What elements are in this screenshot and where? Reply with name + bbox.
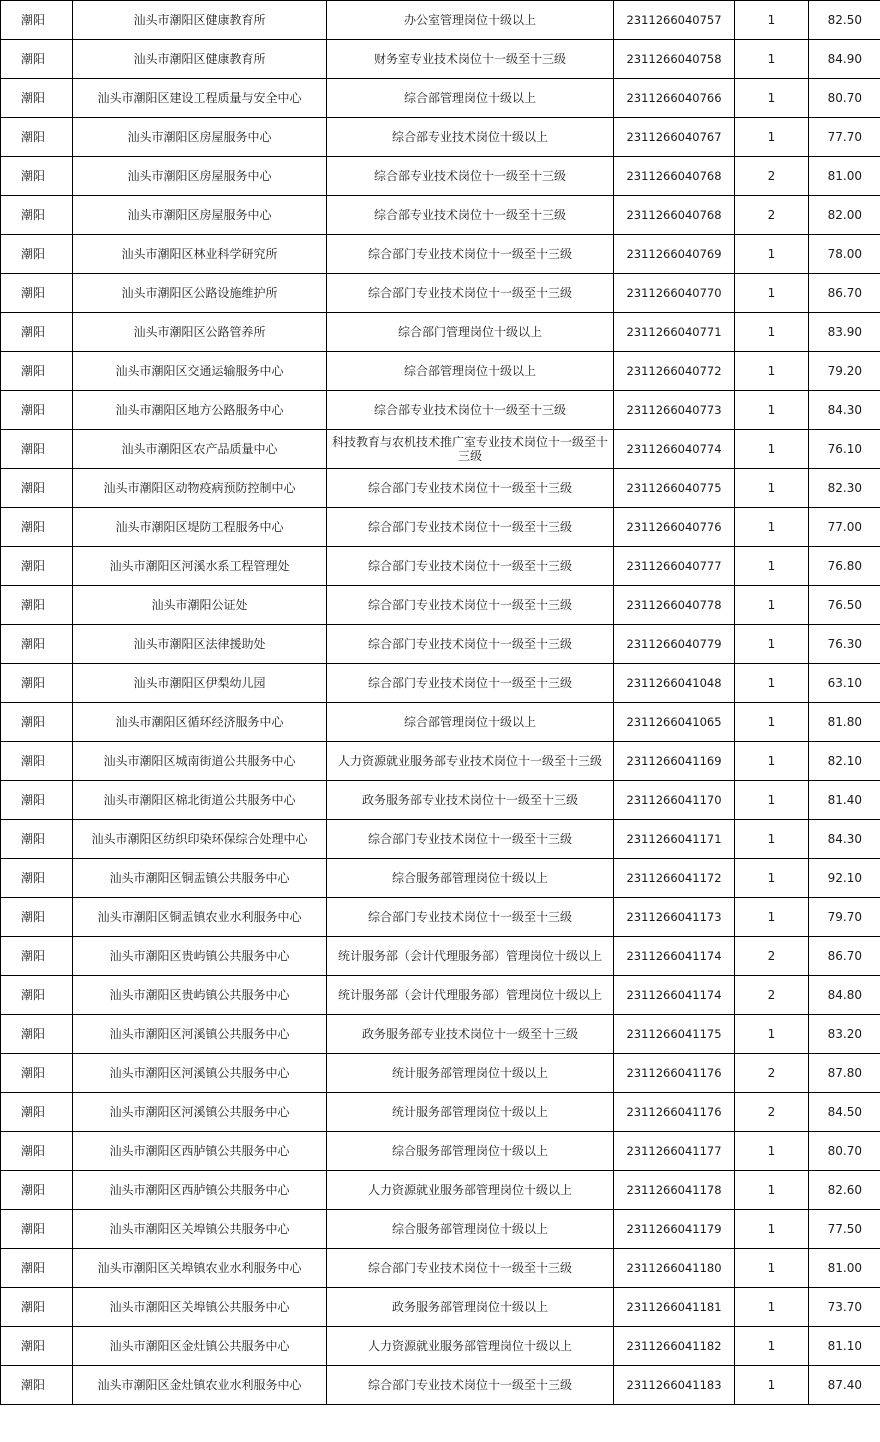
- position-code-cell: 2311266040774: [614, 430, 735, 469]
- position-cell: 人力资源就业服务部专业技术岗位十一级至十三级: [327, 742, 614, 781]
- score-cell: 82.00: [809, 196, 880, 235]
- unit-cell: 汕头市潮阳区河溪水系工程管理处: [73, 547, 327, 586]
- unit-cell: 汕头市潮阳区交通运输服务中心: [73, 352, 327, 391]
- unit-cell: 汕头市潮阳区建设工程质量与安全中心: [73, 79, 327, 118]
- score-cell: 84.50: [809, 1093, 880, 1132]
- area-cell: 潮阳: [1, 40, 73, 79]
- table-row: [1, 781, 880, 820]
- position-code-cell: 2311266041173: [614, 898, 735, 937]
- quota-cell: 1: [735, 703, 809, 742]
- unit-cell: 汕头市潮阳区棉北街道公共服务中心: [73, 781, 327, 820]
- table-row: [1, 937, 880, 976]
- area-cell: 潮阳: [1, 430, 73, 469]
- unit-cell: 汕头市潮阳区贵屿镇公共服务中心: [73, 976, 327, 1015]
- unit-cell: 汕头市潮阳区法律援助处: [73, 625, 327, 664]
- quota-cell: 1: [735, 352, 809, 391]
- quota-cell: 1: [735, 586, 809, 625]
- unit-cell: 汕头市潮阳区农产品质量中心: [73, 430, 327, 469]
- score-cell: 84.80: [809, 976, 880, 1015]
- position-code-cell: 2311266040778: [614, 586, 735, 625]
- position-cell: 政务服务部专业技术岗位十一级至十三级: [327, 781, 614, 820]
- position-code-cell: 2311266041176: [614, 1054, 735, 1093]
- position-code-cell: 2311266041170: [614, 781, 735, 820]
- quota-cell: 1: [735, 508, 809, 547]
- position-cell: 政务服务部专业技术岗位十一级至十三级: [327, 1015, 614, 1054]
- position-code-cell: 2311266041179: [614, 1210, 735, 1249]
- unit-cell: 汕头市潮阳公证处: [73, 586, 327, 625]
- quota-cell: 2: [735, 1093, 809, 1132]
- area-cell: 潮阳: [1, 1288, 73, 1327]
- position-cell: 政务服务部管理岗位十级以上: [327, 1288, 614, 1327]
- table-row: [1, 547, 880, 586]
- position-code-cell: 2311266040768: [614, 196, 735, 235]
- quota-cell: 1: [735, 859, 809, 898]
- score-cell: 82.30: [809, 469, 880, 508]
- unit-cell: 汕头市潮阳区纺织印染环保综合处理中心: [73, 820, 327, 859]
- unit-cell: 汕头市潮阳区公路管养所: [73, 313, 327, 352]
- quota-cell: 2: [735, 976, 809, 1015]
- quota-cell: 1: [735, 391, 809, 430]
- quota-cell: 1: [735, 1210, 809, 1249]
- score-cell: 81.00: [809, 157, 880, 196]
- position-cell: 人力资源就业服务部管理岗位十级以上: [327, 1327, 614, 1366]
- table-row: [1, 1210, 880, 1249]
- score-cell: 86.70: [809, 274, 880, 313]
- position-cell: 综合部门专业技术岗位十一级至十三级: [327, 625, 614, 664]
- quota-cell: 1: [735, 781, 809, 820]
- position-code-cell: 2311266040777: [614, 547, 735, 586]
- unit-cell: 汕头市潮阳区健康教育所: [73, 1, 327, 40]
- score-cell: 76.30: [809, 625, 880, 664]
- area-cell: 潮阳: [1, 1015, 73, 1054]
- table-row: [1, 235, 880, 274]
- quota-cell: 1: [735, 1132, 809, 1171]
- quota-cell: 1: [735, 1249, 809, 1288]
- table-row: [1, 352, 880, 391]
- area-cell: 潮阳: [1, 1132, 73, 1171]
- area-cell: 潮阳: [1, 79, 73, 118]
- score-cell: 76.50: [809, 586, 880, 625]
- quota-cell: 1: [735, 469, 809, 508]
- score-cell: 92.10: [809, 859, 880, 898]
- area-cell: 潮阳: [1, 586, 73, 625]
- unit-cell: 汕头市潮阳区伊梨幼儿园: [73, 664, 327, 703]
- quota-cell: 2: [735, 196, 809, 235]
- table-row: [1, 859, 880, 898]
- position-code-cell: 2311266040773: [614, 391, 735, 430]
- quota-cell: 2: [735, 1054, 809, 1093]
- table-row: [1, 157, 880, 196]
- area-cell: 潮阳: [1, 157, 73, 196]
- table-row: [1, 742, 880, 781]
- position-code-cell: 2311266041183: [614, 1366, 735, 1405]
- position-code-cell: 2311266041177: [614, 1132, 735, 1171]
- unit-cell: 汕头市潮阳区房屋服务中心: [73, 118, 327, 157]
- quota-cell: 2: [735, 157, 809, 196]
- score-cell: 81.10: [809, 1327, 880, 1366]
- position-cell: 财务室专业技术岗位十一级至十三级: [327, 40, 614, 79]
- area-cell: 潮阳: [1, 937, 73, 976]
- position-code-cell: 2311266040758: [614, 40, 735, 79]
- quota-cell: 1: [735, 742, 809, 781]
- score-cell: 77.50: [809, 1210, 880, 1249]
- area-cell: 潮阳: [1, 664, 73, 703]
- quota-cell: 1: [735, 1366, 809, 1405]
- score-cell: 84.30: [809, 391, 880, 430]
- position-cell: 办公室管理岗位十级以上: [327, 1, 614, 40]
- table-row: [1, 313, 880, 352]
- unit-cell: 汕头市潮阳区铜盂镇农业水利服务中心: [73, 898, 327, 937]
- unit-cell: 汕头市潮阳区金灶镇公共服务中心: [73, 1327, 327, 1366]
- area-cell: 潮阳: [1, 274, 73, 313]
- table-row: [1, 703, 880, 742]
- quota-cell: 1: [735, 274, 809, 313]
- score-cell: 63.10: [809, 664, 880, 703]
- position-cell: 统计服务部（会计代理服务部）管理岗位十级以上: [327, 937, 614, 976]
- score-cell: 79.70: [809, 898, 880, 937]
- unit-cell: 汕头市潮阳区河溪镇公共服务中心: [73, 1015, 327, 1054]
- table-row: [1, 469, 880, 508]
- unit-cell: 汕头市潮阳区铜盂镇公共服务中心: [73, 859, 327, 898]
- position-code-cell: 2311266041181: [614, 1288, 735, 1327]
- area-cell: 潮阳: [1, 508, 73, 547]
- area-cell: 潮阳: [1, 118, 73, 157]
- position-code-cell: 2311266040779: [614, 625, 735, 664]
- score-cell: 81.00: [809, 1249, 880, 1288]
- position-code-cell: 2311266040772: [614, 352, 735, 391]
- score-cell: 80.70: [809, 1132, 880, 1171]
- table-row: [1, 1132, 880, 1171]
- unit-cell: 汕头市潮阳区动物疫病预防控制中心: [73, 469, 327, 508]
- table-row: [1, 976, 880, 1015]
- table-row: [1, 586, 880, 625]
- position-code-cell: 2311266040767: [614, 118, 735, 157]
- results-table-body: [1, 1, 880, 1405]
- table-row: [1, 1249, 880, 1288]
- table-row: [1, 1366, 880, 1405]
- unit-cell: 汕头市潮阳区西胪镇公共服务中心: [73, 1171, 327, 1210]
- unit-cell: 汕头市潮阳区循环经济服务中心: [73, 703, 327, 742]
- position-code-cell: 2311266041180: [614, 1249, 735, 1288]
- position-cell: 综合部管理岗位十级以上: [327, 79, 614, 118]
- position-code-cell: 2311266041172: [614, 859, 735, 898]
- position-cell: 综合部专业技术岗位十一级至十三级: [327, 196, 614, 235]
- unit-cell: 汕头市潮阳区关埠镇公共服务中心: [73, 1288, 327, 1327]
- table-row: [1, 118, 880, 157]
- unit-cell: 汕头市潮阳区贵屿镇公共服务中心: [73, 937, 327, 976]
- area-cell: 潮阳: [1, 313, 73, 352]
- table-row: [1, 664, 880, 703]
- score-cell: 82.50: [809, 1, 880, 40]
- area-cell: 潮阳: [1, 1171, 73, 1210]
- position-cell: 综合部门专业技术岗位十一级至十三级: [327, 235, 614, 274]
- area-cell: 潮阳: [1, 196, 73, 235]
- area-cell: 潮阳: [1, 898, 73, 937]
- area-cell: 潮阳: [1, 820, 73, 859]
- unit-cell: 汕头市潮阳区河溪镇公共服务中心: [73, 1093, 327, 1132]
- table-row: [1, 1093, 880, 1132]
- score-cell: 84.90: [809, 40, 880, 79]
- position-cell: 综合部门专业技术岗位十一级至十三级: [327, 1249, 614, 1288]
- table-row: [1, 274, 880, 313]
- position-code-cell: 2311266040776: [614, 508, 735, 547]
- quota-cell: 1: [735, 820, 809, 859]
- position-code-cell: 2311266041048: [614, 664, 735, 703]
- unit-cell: 汕头市潮阳区河溪镇公共服务中心: [73, 1054, 327, 1093]
- unit-cell: 汕头市潮阳区堤防工程服务中心: [73, 508, 327, 547]
- position-code-cell: 2311266040768: [614, 157, 735, 196]
- position-code-cell: 2311266041174: [614, 976, 735, 1015]
- area-cell: 潮阳: [1, 781, 73, 820]
- table-row: [1, 898, 880, 937]
- score-cell: 81.40: [809, 781, 880, 820]
- area-cell: 潮阳: [1, 391, 73, 430]
- position-cell: 综合部门专业技术岗位十一级至十三级: [327, 1366, 614, 1405]
- unit-cell: 汕头市潮阳区西胪镇公共服务中心: [73, 1132, 327, 1171]
- position-cell: 科技教育与农机技术推广室专业技术岗位十一级至十三级: [327, 430, 614, 469]
- score-cell: 86.70: [809, 937, 880, 976]
- quota-cell: 1: [735, 1171, 809, 1210]
- area-cell: 潮阳: [1, 742, 73, 781]
- score-cell: 83.20: [809, 1015, 880, 1054]
- position-cell: 综合服务部管理岗位十级以上: [327, 859, 614, 898]
- score-cell: 79.20: [809, 352, 880, 391]
- unit-cell: 汕头市潮阳区地方公路服务中心: [73, 391, 327, 430]
- score-cell: 83.90: [809, 313, 880, 352]
- area-cell: 潮阳: [1, 1210, 73, 1249]
- position-cell: 统计服务部（会计代理服务部）管理岗位十级以上: [327, 976, 614, 1015]
- quota-cell: 1: [735, 235, 809, 274]
- position-code-cell: 2311266041176: [614, 1093, 735, 1132]
- score-cell: 87.80: [809, 1054, 880, 1093]
- table-row: [1, 40, 880, 79]
- quota-cell: 2: [735, 937, 809, 976]
- position-cell: 综合部门专业技术岗位十一级至十三级: [327, 898, 614, 937]
- position-code-cell: 2311266040769: [614, 235, 735, 274]
- quota-cell: 1: [735, 1015, 809, 1054]
- quota-cell: 1: [735, 40, 809, 79]
- quota-cell: 1: [735, 1327, 809, 1366]
- position-code-cell: 2311266040770: [614, 274, 735, 313]
- position-cell: 综合部门专业技术岗位十一级至十三级: [327, 508, 614, 547]
- area-cell: 潮阳: [1, 1093, 73, 1132]
- position-code-cell: 2311266041169: [614, 742, 735, 781]
- area-cell: 潮阳: [1, 352, 73, 391]
- score-cell: 87.40: [809, 1366, 880, 1405]
- table-row: [1, 79, 880, 118]
- score-cell: 82.60: [809, 1171, 880, 1210]
- area-cell: 潮阳: [1, 1366, 73, 1405]
- position-cell: 综合服务部管理岗位十级以上: [327, 1132, 614, 1171]
- score-cell: 84.30: [809, 820, 880, 859]
- area-cell: 潮阳: [1, 235, 73, 274]
- position-code-cell: 2311266040757: [614, 1, 735, 40]
- score-cell: 82.10: [809, 742, 880, 781]
- unit-cell: 汕头市潮阳区健康教育所: [73, 40, 327, 79]
- table-row: [1, 625, 880, 664]
- score-cell: 76.80: [809, 547, 880, 586]
- position-code-cell: 2311266041174: [614, 937, 735, 976]
- position-code-cell: 2311266041178: [614, 1171, 735, 1210]
- score-cell: 76.10: [809, 430, 880, 469]
- area-cell: 潮阳: [1, 859, 73, 898]
- unit-cell: 汕头市潮阳区公路设施维护所: [73, 274, 327, 313]
- position-code-cell: 2311266040775: [614, 469, 735, 508]
- position-cell: 人力资源就业服务部管理岗位十级以上: [327, 1171, 614, 1210]
- table-row: [1, 1, 880, 40]
- area-cell: 潮阳: [1, 976, 73, 1015]
- position-cell: 综合部专业技术岗位十级以上: [327, 118, 614, 157]
- position-cell: 综合部管理岗位十级以上: [327, 352, 614, 391]
- table-row: [1, 1288, 880, 1327]
- position-cell: 综合部专业技术岗位十一级至十三级: [327, 157, 614, 196]
- unit-cell: 汕头市潮阳区关埠镇公共服务中心: [73, 1210, 327, 1249]
- position-code-cell: 2311266041171: [614, 820, 735, 859]
- score-cell: 81.80: [809, 703, 880, 742]
- quota-cell: 1: [735, 547, 809, 586]
- quota-cell: 1: [735, 79, 809, 118]
- quota-cell: 1: [735, 898, 809, 937]
- quota-cell: 1: [735, 430, 809, 469]
- quota-cell: 1: [735, 664, 809, 703]
- quota-cell: 1: [735, 313, 809, 352]
- table-row: [1, 430, 880, 469]
- position-cell: 综合部门专业技术岗位十一级至十三级: [327, 547, 614, 586]
- quota-cell: 1: [735, 118, 809, 157]
- quota-cell: 1: [735, 625, 809, 664]
- area-cell: 潮阳: [1, 547, 73, 586]
- position-cell: 统计服务部管理岗位十级以上: [327, 1054, 614, 1093]
- position-code-cell: 2311266041182: [614, 1327, 735, 1366]
- area-cell: 潮阳: [1, 625, 73, 664]
- position-cell: 综合部门专业技术岗位十一级至十三级: [327, 586, 614, 625]
- unit-cell: 汕头市潮阳区城南街道公共服务中心: [73, 742, 327, 781]
- position-cell: 综合服务部管理岗位十级以上: [327, 1210, 614, 1249]
- unit-cell: 汕头市潮阳区房屋服务中心: [73, 196, 327, 235]
- table-row: [1, 508, 880, 547]
- position-cell: 综合部门专业技术岗位十一级至十三级: [327, 820, 614, 859]
- position-code-cell: 2311266041065: [614, 703, 735, 742]
- quota-cell: 1: [735, 1, 809, 40]
- score-cell: 77.70: [809, 118, 880, 157]
- table-row: [1, 1054, 880, 1093]
- table-row: [1, 1171, 880, 1210]
- table-row: [1, 1015, 880, 1054]
- score-cell: 73.70: [809, 1288, 880, 1327]
- unit-cell: 汕头市潮阳区关埠镇农业水利服务中心: [73, 1249, 327, 1288]
- area-cell: 潮阳: [1, 1054, 73, 1093]
- position-cell: 综合部管理岗位十级以上: [327, 703, 614, 742]
- position-cell: 统计服务部管理岗位十级以上: [327, 1093, 614, 1132]
- score-cell: 78.00: [809, 235, 880, 274]
- unit-cell: 汕头市潮阳区金灶镇农业水利服务中心: [73, 1366, 327, 1405]
- area-cell: 潮阳: [1, 1327, 73, 1366]
- area-cell: 潮阳: [1, 1249, 73, 1288]
- table-row: [1, 391, 880, 430]
- position-code-cell: 2311266040771: [614, 313, 735, 352]
- position-cell: 综合部门专业技术岗位十一级至十三级: [327, 664, 614, 703]
- area-cell: 潮阳: [1, 1, 73, 40]
- position-cell: 综合部门管理岗位十级以上: [327, 313, 614, 352]
- table-row: [1, 1327, 880, 1366]
- unit-cell: 汕头市潮阳区房屋服务中心: [73, 157, 327, 196]
- position-cell: 综合部门专业技术岗位十一级至十三级: [327, 274, 614, 313]
- table-row: [1, 196, 880, 235]
- position-cell: 综合部专业技术岗位十一级至十三级: [327, 391, 614, 430]
- position-code-cell: 2311266041175: [614, 1015, 735, 1054]
- quota-cell: 1: [735, 1288, 809, 1327]
- table-row: [1, 820, 880, 859]
- score-cell: 77.00: [809, 508, 880, 547]
- position-cell: 综合部门专业技术岗位十一级至十三级: [327, 469, 614, 508]
- area-cell: 潮阳: [1, 703, 73, 742]
- area-cell: 潮阳: [1, 469, 73, 508]
- unit-cell: 汕头市潮阳区林业科学研究所: [73, 235, 327, 274]
- position-code-cell: 2311266040766: [614, 79, 735, 118]
- score-cell: 80.70: [809, 79, 880, 118]
